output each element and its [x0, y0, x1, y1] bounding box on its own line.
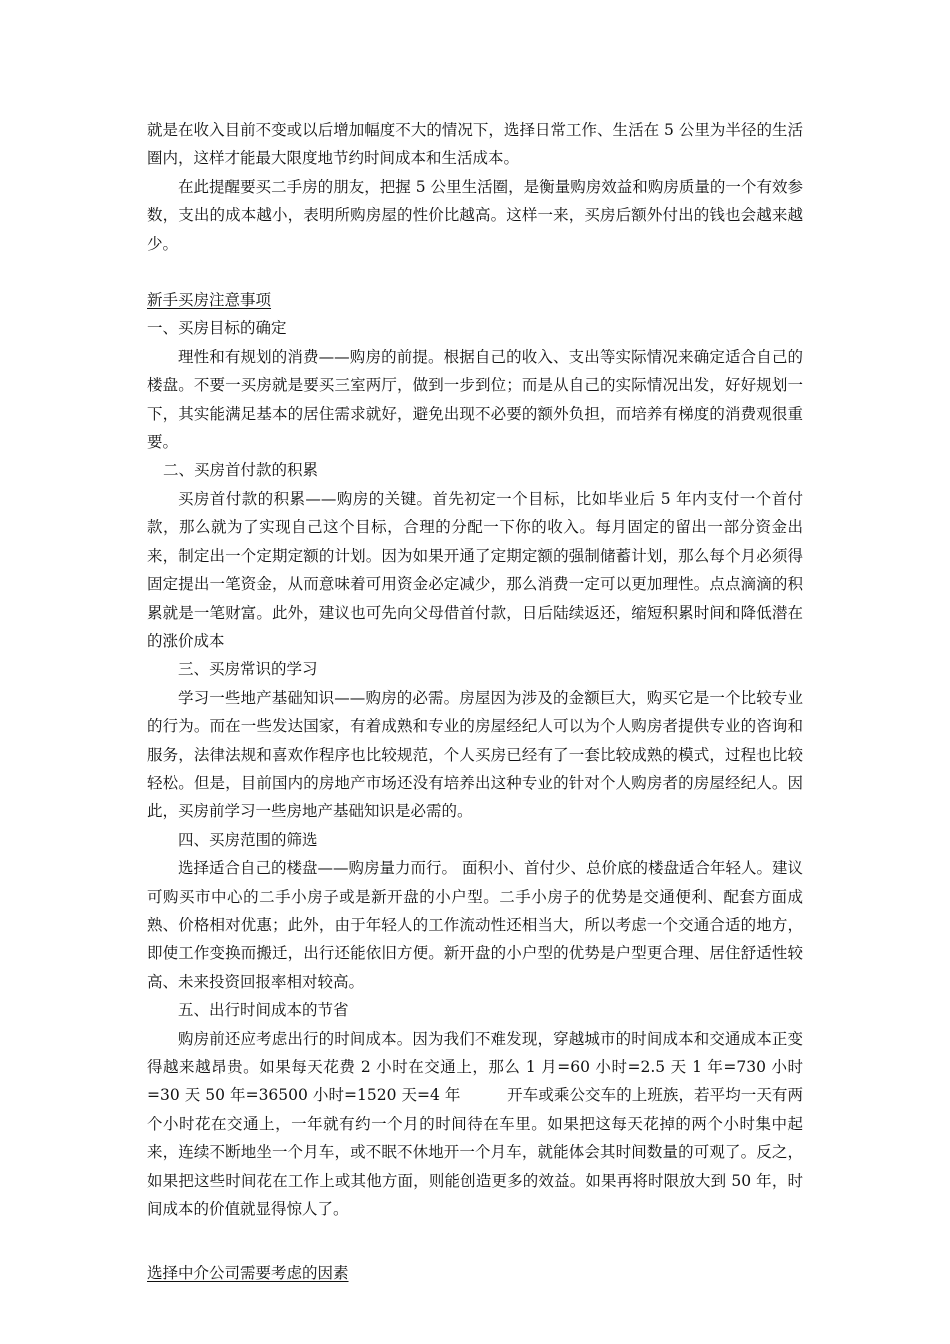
item-body-2: 买房首付款的积累——购房的关键。首先初定一个目标，比如毕业后 5 年内支付一个首付款，那么就为了实现自己这个目标，合理的分配一下你的收入。每月固定的留出一部分资金出来，制定出一个定期定额的计划。因为如果开通了定期定额的强制储蓄计划，那么每个月必须得固定提出一笔资金，从而意味着可用资金必定减少，那么消费一定可以更加理性。点点滴滴的积累就是一笔财富。此外，建议也可先向父母借首付款，日后陆续返还，缩短积累时间和降低潜在的涨价成本	[147, 489, 803, 650]
section-title-agency-factors[interactable]: 选择中介公司需要考虑的因素	[147, 1264, 349, 1283]
item-body-3: 学习一些地产基础知识——购房的必需。房屋因为涉及的金额巨大，购买它是一个比较专业的行为。而在一些发达国家，有着成熟和专业的房屋经纪人可以为个人购房者提供专业的咨询和服务，法律法规和喜欢作程序也比较规范，个人买房已经有了一套比较成熟的模式，过程也比较轻松。但是，目前国内的房地产市场还没有培养出这种专业的针对个人购房者的房屋经纪人。因此，买房前学习一些房地产基础知识是必需的。	[147, 688, 803, 821]
item-body-5: 购房前还应考虑出行的时间成本。因为我们不难发现，穿越城市的时间成本和交通成本正变得越来越昂贵。如果每天花费 2 小时在交通上，那么 1 月=60 小时=2.5 天 1 年=730 小时=30 天 50 年=36500 小时=1520 天=4 年 开车或乘公交车的上班族，若平均一天有两个小时花在交通上，一年就有约一个月的时间待在车里。如果把这每天花掉的两个小时集中起来，连续不断地坐一个月车，或不眠不休地开一个月车，就能体会其时间数量的可观了。反之，如果把这些时间花在工作上或其他方面，则能创造更多的效益。如果再将时限放大到 50 年，时间成本的价值就显得惊人了。	[147, 1029, 803, 1219]
spacer	[147, 1223, 803, 1259]
item-body-1: 理性和有规划的消费——购房的前提。根据自己的收入、支出等实际情况来确定适合自己的楼盘。不要一买房就是要买三室两厅，做到一步到位；而是从自己的实际情况出发，好好规划一下，其实能满足基本的居住需求就好，避免出现不必要的额外负担，而培养有梯度的消费观很重要。	[147, 347, 803, 452]
item-heading-3: 三、买房常识的学习	[178, 660, 318, 679]
item-body-4: 选择适合自己的楼盘——购房量力而行。 面积小、首付少、总价底的楼盘适合年轻人。建议可购买市中心的二手小房子或是新开盘的小户型。二手小房子的优势是交通便利、配套方面成熟、价格相对优惠；此外，由于年轻人的工作流动性还相当大，所以考虑一个交通合适的地方，即使工作变换而搬迁，出行还能依旧方便。新开盘的小户型的优势是户型更合理、居住舒适性较高、未来投资回报率相对较高。	[147, 859, 803, 991]
intro-paragraph-1: 就是在收入目前不变或以后增加幅度不大的情况下，选择日常工作、生活在 5 公里为半径的生活圈内，这样才能最大限度地节约时间成本和生活成本。	[147, 121, 803, 168]
document-page	[147, 116, 803, 1288]
item-heading-1: 一、买房目标的确定	[147, 319, 287, 338]
spacer	[147, 258, 803, 286]
intro-paragraph-2: 在此提醒要买二手房的朋友，把握 5 公里生活圈，是衡量购房效益和购房质量的一个有效参数，支出的成本越小，表明所购房屋的性价比越高。这样一来，买房后额外付出的钱也会越来越少。	[147, 177, 803, 253]
item-heading-2: 二、买房首付款的积累	[163, 461, 319, 480]
item-heading-5: 五、出行时间成本的节省	[178, 1001, 349, 1020]
item-heading-4: 四、买房范围的筛选	[178, 830, 318, 849]
section-title-new-buyer-tips[interactable]: 新手买房注意事项	[147, 291, 272, 310]
